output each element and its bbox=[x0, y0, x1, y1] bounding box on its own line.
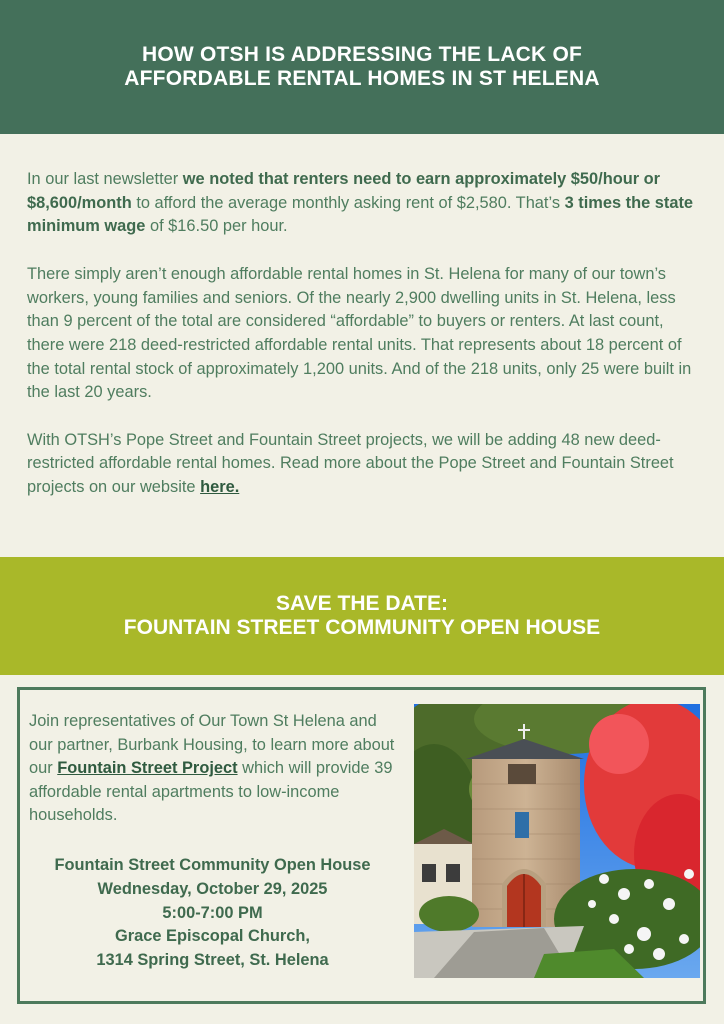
event-name: Fountain Street Community Open House bbox=[54, 856, 371, 874]
invite-text-a: Join representatives of Our Town St Helena and our partner, Burbank Housing, to learn more about our bbox=[29, 712, 395, 777]
header-banner bbox=[0, 0, 724, 134]
event-address: 1314 Spring Street, St. Helena bbox=[96, 951, 329, 970]
page-title bbox=[124, 43, 599, 91]
event-box bbox=[17, 687, 706, 1004]
event-venue: Grace Episcopal Church, bbox=[115, 927, 310, 946]
event-details bbox=[20, 854, 405, 973]
p1-bold-earnings: we noted that renters need to earn approximately $50/hour or $8,600/month bbox=[27, 170, 661, 212]
banner-line-1: SAVE THE DATE: bbox=[276, 592, 448, 615]
p1-text-e: of $16.50 per hour. bbox=[145, 217, 288, 236]
save-the-date-banner bbox=[0, 557, 724, 675]
website-here-link[interactable]: here. bbox=[200, 478, 240, 497]
banner-line-2: FOUNTAIN STREET COMMUNITY OPEN HOUSE bbox=[123, 616, 601, 639]
title-line-1: HOW OTSH IS ADDRESSING THE LACK OF bbox=[141, 43, 583, 66]
event-time: 5:00-7:00 PM bbox=[162, 903, 263, 922]
invite-text-b: which will provide 39 affordable rental apartments to low-income households. bbox=[29, 759, 393, 824]
event-date: Wednesday, October 29, 2025 bbox=[97, 879, 328, 898]
paragraph-2: There simply aren’t enough affordable rental homes in St. Helena for many of our town’s workers, young families and seniors. Of the nearly 2,900 dwelling units in St. Helena, less than 9 percent of the total are considered “affordable” to buyers or renters. At last count, there were 218 deed-restricted affordable rental units. That represents about 18 percent of the total rental stock of approximately 1,200 units. And of the 218 units, only 25 were built in the last 20 years. bbox=[27, 264, 692, 402]
p1-bold-wage: 3 times the state minimum wage bbox=[27, 193, 694, 236]
article-body bbox=[27, 168, 702, 524]
invite-text bbox=[29, 710, 399, 828]
p3-text: With OTSH’s Pope Street and Fountain Street projects, we will be adding 48 new deed-restricted affordable rental homes. Read more about the Pope Street and Fountain Street projects on our website bbox=[27, 430, 674, 497]
paragraph-3 bbox=[27, 429, 702, 500]
fountain-street-project-link[interactable]: Fountain Street Project bbox=[57, 759, 238, 777]
p1-text-c: to afford the average monthly asking rent of $2,580. That’s bbox=[131, 193, 565, 212]
p1-text-a: In our last newsletter bbox=[27, 170, 183, 188]
paragraph-1 bbox=[27, 168, 702, 239]
church-photo bbox=[414, 704, 700, 978]
title-line-2: AFFORDABLE RENTAL HOMES IN ST HELENA bbox=[124, 67, 600, 90]
